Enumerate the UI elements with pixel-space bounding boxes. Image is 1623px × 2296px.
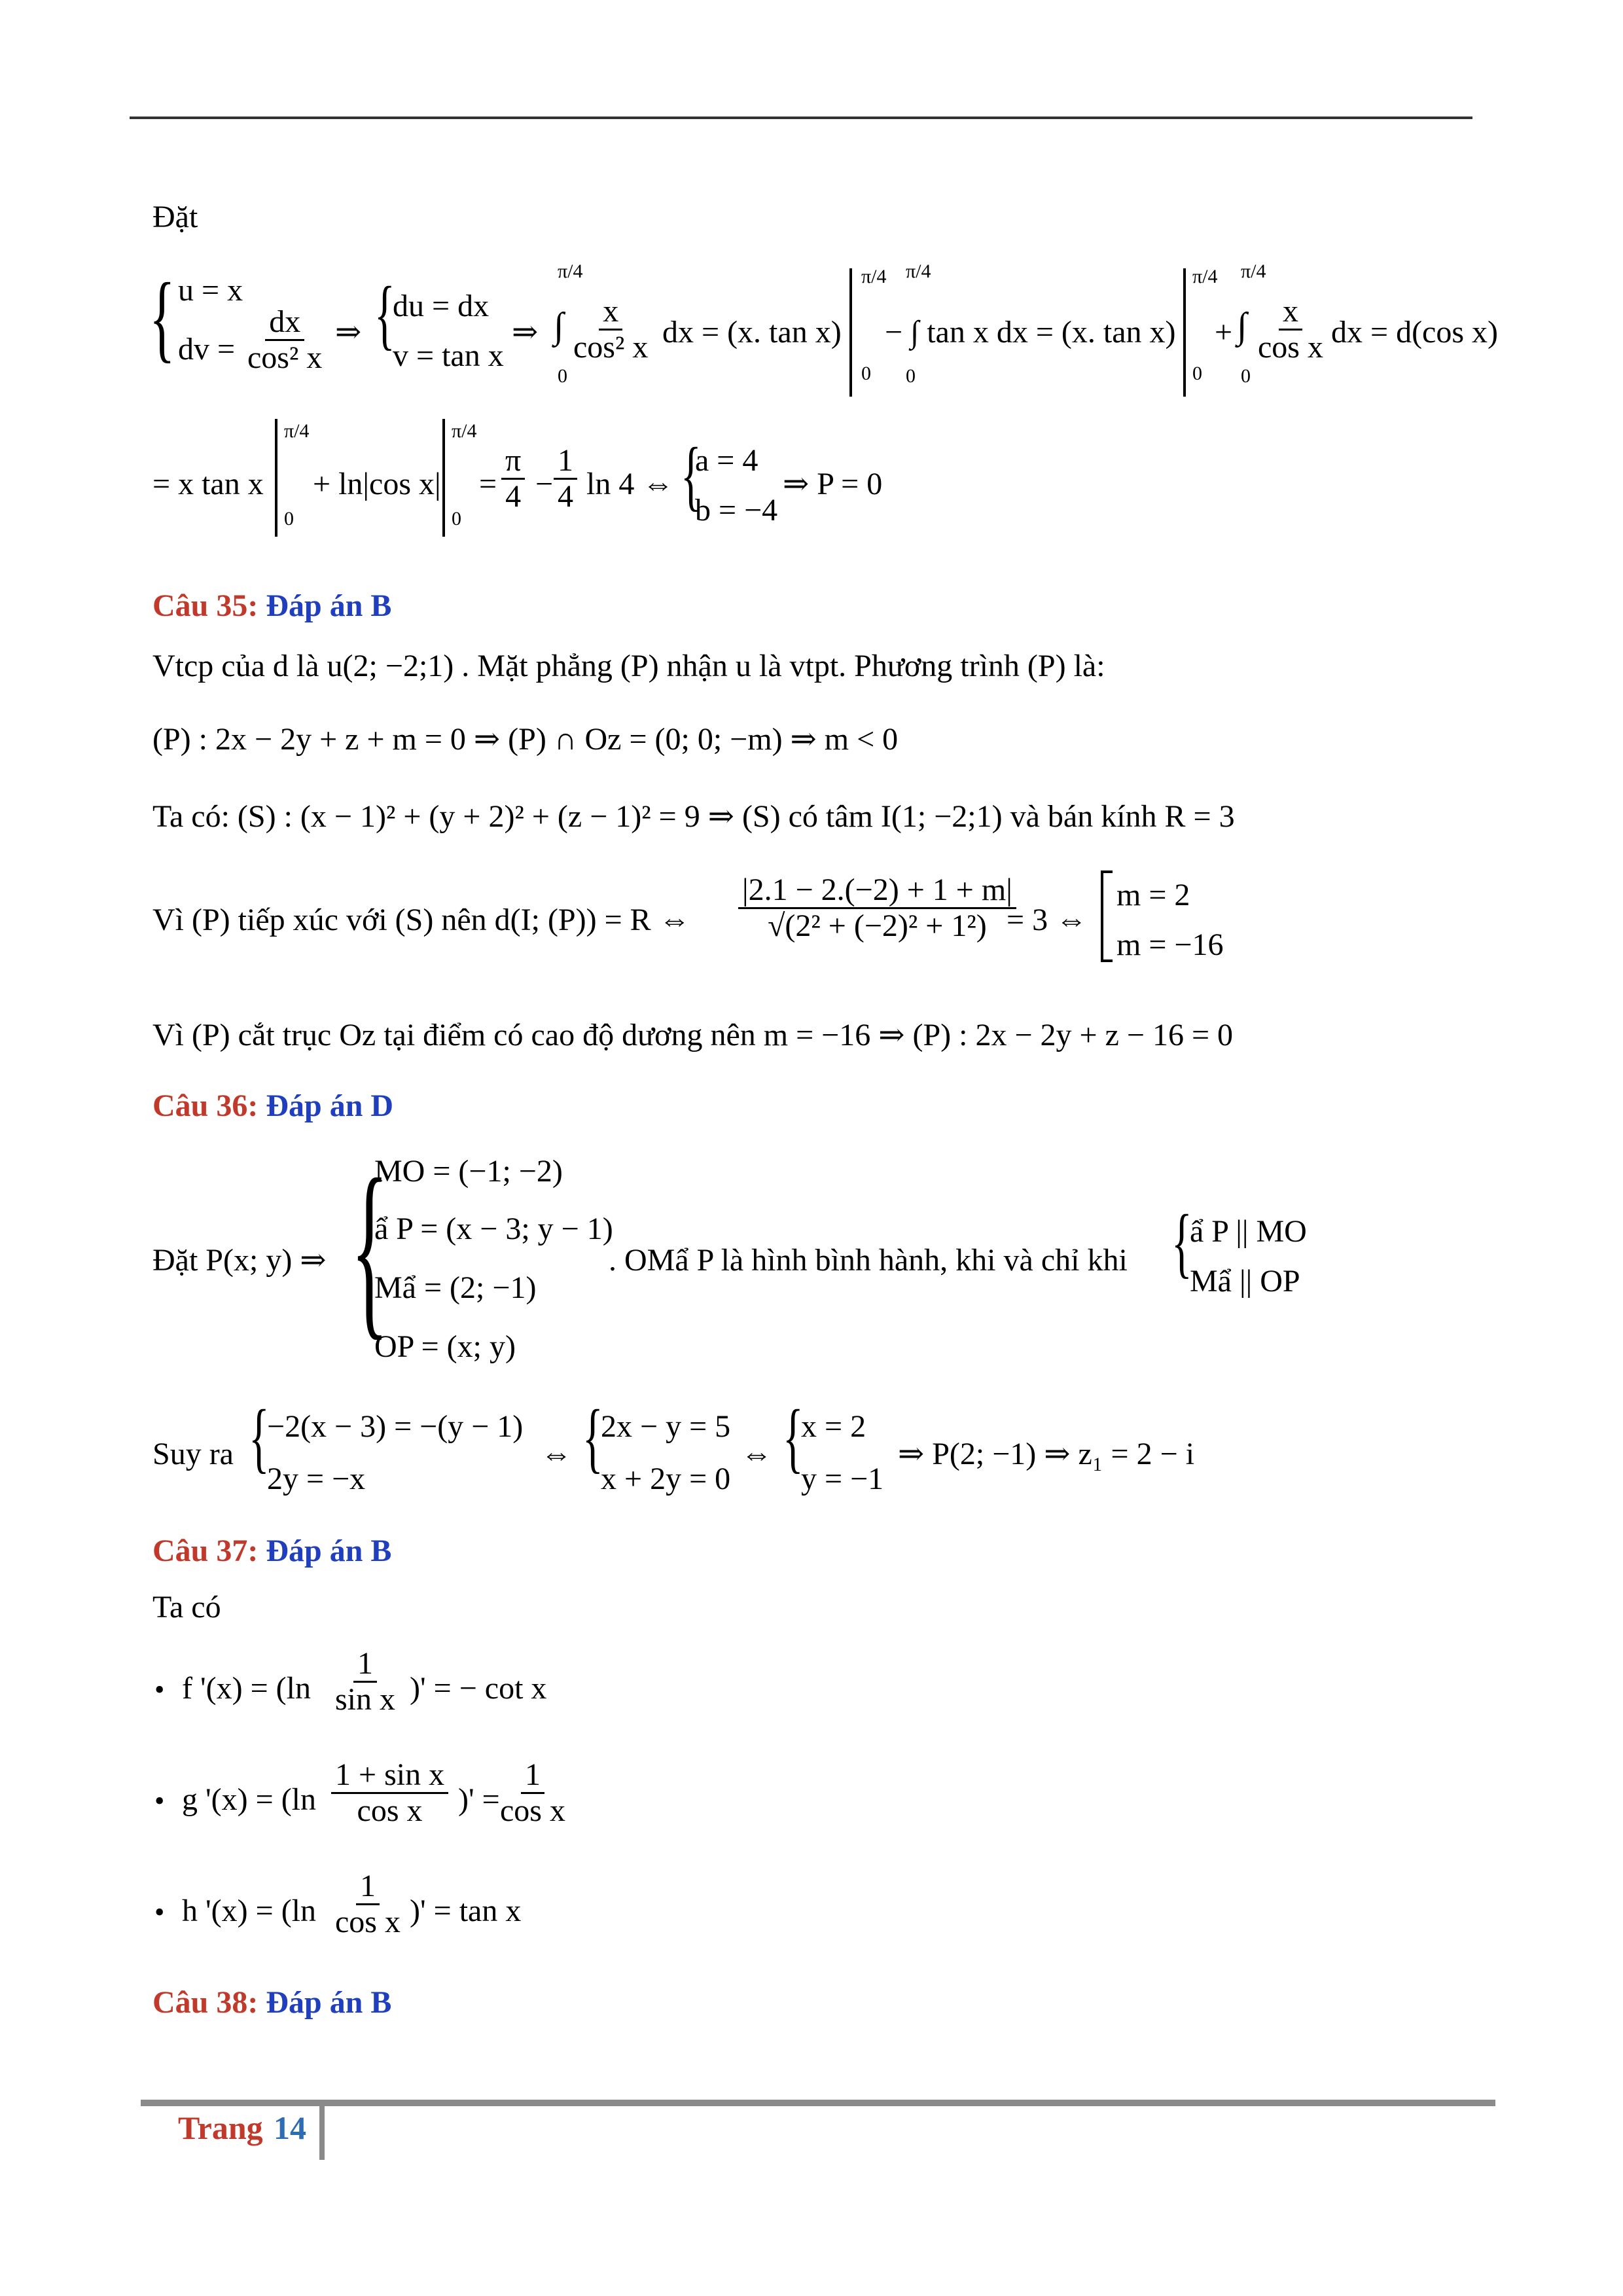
eval2-upper: π/4 <box>1192 266 1218 287</box>
q35-line4b: = 3 ⇔ <box>1007 903 1088 937</box>
int-frac <box>569 296 652 363</box>
footer-label: Trang <box>178 2109 263 2146</box>
q38-heading <box>152 1984 391 2020</box>
q35-heading <box>152 588 391 624</box>
q36-ans: Đáp án D <box>266 1088 394 1123</box>
q36-heading <box>152 1088 393 1124</box>
q37-ans: Đáp án B <box>266 1534 392 1568</box>
q35-line4a: Vì (P) tiếp xúc với (S) nên d(I; (P)) = R ⇔ <box>152 903 690 937</box>
q35-line1: Vtcp của d là u(2; −2;1) . Mặt phẳng (P) nhận u là vtpt. Phương trình (P) là: <box>152 649 1105 683</box>
a-val: a = 4 <box>695 443 758 478</box>
left-brace: { <box>681 431 702 518</box>
int-num: x <box>599 296 622 331</box>
q36-s3a: x = 2 <box>801 1409 866 1444</box>
bracket-top <box>1101 870 1113 873</box>
sys2-a: du = dx <box>393 289 490 323</box>
bracket-bottom <box>1101 960 1113 962</box>
q36-v4: OP = (x; y) <box>374 1329 516 1364</box>
bullet: • <box>154 1785 165 1817</box>
q35-ans: Đáp án B <box>266 588 392 623</box>
q36-v1: MO = (−1; −2) <box>374 1154 563 1189</box>
int-den: cos² x <box>573 330 649 365</box>
q36-v2: ẩ P = (x − 3; y − 1) <box>374 1211 613 1246</box>
eval-bar <box>275 419 277 537</box>
tail: dx = d(cos x) <box>1331 315 1499 350</box>
bracket-bar <box>1101 870 1103 962</box>
quarter-frac <box>554 445 577 512</box>
q37-g-lhs: g '(x) = (ln <box>182 1782 317 1817</box>
q36-s1b: 2y = −x <box>267 1462 366 1496</box>
sys1-b-den: cos² x <box>247 340 323 375</box>
left-brace: { <box>351 1139 389 1356</box>
q36-res: ⇒ P(2; −1) ⇒ z₁ = 2 − i <box>898 1437 1195 1471</box>
left-brace: { <box>582 1393 603 1480</box>
q37-f-lhs: f '(x) = (ln <box>182 1671 311 1706</box>
q37-f-num: 1 <box>353 1648 377 1683</box>
p-res: ⇒ P = 0 <box>783 467 883 501</box>
intro-dat: Đặt <box>152 200 198 234</box>
q36-s2a: 2x − y = 5 <box>601 1409 731 1444</box>
l2b-upper: π/4 <box>452 420 477 442</box>
q35-dist-frac <box>738 874 1016 942</box>
q37-f-den: sin x <box>335 1682 396 1717</box>
q37-num: Câu 37: <box>152 1534 259 1568</box>
b-val: b = −4 <box>695 493 778 528</box>
arrow-1: ⇒ <box>335 315 362 350</box>
q37-f-frac <box>331 1648 399 1715</box>
ln4: ln 4 ⇔ <box>586 467 674 501</box>
q36-s3b: y = −1 <box>801 1462 884 1496</box>
q35-line3: Ta có: (S) : (x − 1)² + (y + 2)² + (z − 1)² = 9 ⇒ (S) có tâm I(1; −2;1) và bán kính R = 3 <box>152 799 1235 834</box>
q36-dat: Đặt P(x; y) ⇒ <box>152 1243 327 1278</box>
q37-h-den: cos x <box>335 1905 401 1939</box>
left-brace: { <box>374 270 395 357</box>
left-brace: { <box>249 1393 270 1480</box>
q35-frac-den: √(2² + (−2)² + 1²) <box>768 908 987 943</box>
int-dx: dx = (x. tan x) <box>662 315 842 350</box>
arrow-2: ⇒ <box>512 315 539 350</box>
q35-line2: (P) : 2x − 2y + z + m = 0 ⇒ (P) ∩ Oz = (0; 0; −m) ⇒ m < 0 <box>152 722 899 757</box>
q38-ans: Đáp án B <box>266 1985 392 2020</box>
footer-divider <box>319 2100 325 2160</box>
q37-g-rden: cos x <box>500 1793 565 1828</box>
left-brace: { <box>783 1393 804 1480</box>
q35-num: Câu 35: <box>152 588 259 623</box>
eval-bar <box>442 419 445 537</box>
q36-s2b: x + 2y = 0 <box>601 1462 731 1496</box>
left-brace: { <box>1171 1198 1192 1285</box>
pi-frac <box>501 445 525 512</box>
q36-iff-1: ⇔ <box>541 1437 572 1471</box>
q37-g-rnum: 1 <box>521 1759 544 1794</box>
plus-frac <box>1254 296 1327 363</box>
bullet: • <box>154 1674 165 1706</box>
q36-iff-2: ⇔ <box>741 1437 772 1471</box>
header-rule <box>130 117 1472 119</box>
q35-frac-num: |2.1 − 2.(−2) + 1 + m| <box>738 874 1016 909</box>
pi-num: π <box>501 445 525 480</box>
q36-suy: Suy ra <box>152 1437 234 1471</box>
q37-g-den: cos x <box>357 1793 423 1828</box>
eval2-lower: 0 <box>1192 363 1202 384</box>
integral-sign: ∫ <box>554 306 564 346</box>
q37-g-num: 1 + sin x <box>331 1759 448 1794</box>
int-lower-limit: 0 <box>558 365 567 387</box>
l2-upper: π/4 <box>284 420 310 442</box>
q36-mid: . OMẩ P là hình bình hành, khi và chỉ khi <box>609 1243 1128 1278</box>
sys1-b-num: dx <box>265 306 304 341</box>
footer-rule <box>141 2100 1495 2106</box>
line2-c: = <box>479 467 497 501</box>
eval-bar <box>1183 268 1186 397</box>
one-den: 4 <box>558 479 573 514</box>
page-number: 14 <box>274 2109 306 2146</box>
eval-lower: 0 <box>861 363 871 384</box>
plus-frac-den: cos x <box>1258 330 1323 365</box>
q37-heading <box>152 1533 391 1569</box>
int2-lower: 0 <box>906 365 916 387</box>
q36-c2: Mẩ || OP <box>1190 1264 1300 1299</box>
one-num: 1 <box>554 445 577 480</box>
q36-num: Câu 36: <box>152 1088 259 1123</box>
q37-h-num: 1 <box>356 1871 380 1905</box>
left-brace: { <box>149 263 175 372</box>
q36-c1: ẩ P || MO <box>1190 1214 1307 1249</box>
bullet: • <box>154 1896 165 1928</box>
int-upper-limit: π/4 <box>558 260 583 282</box>
q35-line5: Vì (P) cắt trục Oz tại điểm có cao độ dương nên m = −16 ⇒ (P) : 2x − 2y + z − 16 = 0 <box>152 1018 1234 1052</box>
sys1-a: u = x <box>178 273 243 308</box>
minus: − <box>535 467 554 501</box>
int3-upper: π/4 <box>1241 260 1266 282</box>
plus-sign: + <box>1215 315 1233 350</box>
eval-upper: π/4 <box>861 266 887 287</box>
q37-taco: Ta có <box>152 1590 221 1624</box>
q37-h-lhs: h '(x) = (ln <box>182 1893 317 1928</box>
q37-h-rhs: )' = tan x <box>410 1893 522 1928</box>
q38-num: Câu 38: <box>152 1985 259 2020</box>
q36-s1a: −2(x − 3) = −(y − 1) <box>267 1409 524 1444</box>
l2b-lower: 0 <box>452 508 461 529</box>
sys2-b: v = tan x <box>393 338 504 373</box>
plus-frac-num: x <box>1279 296 1302 331</box>
line2-b: + ln|cos x| <box>313 467 441 501</box>
pi-den: 4 <box>505 479 522 514</box>
sys1-b-lhs: dv = <box>178 332 236 367</box>
minus-tan: − ∫ tan x dx = (x. tan x) <box>885 315 1176 350</box>
q37-h-frac <box>331 1871 404 1938</box>
integral-sign: ∫ <box>1237 306 1247 346</box>
line2-a: = x tan x <box>152 467 264 501</box>
int2-upper: π/4 <box>906 260 931 282</box>
q37-g-rfrac <box>496 1759 569 1827</box>
q35-m1: m = 2 <box>1116 878 1190 912</box>
q35-m2: m = −16 <box>1116 927 1224 962</box>
q36-v3: Mẩ = (2; −1) <box>374 1270 537 1305</box>
q37-f-rhs: )' = − cot x <box>410 1671 547 1706</box>
q37-g-frac <box>331 1759 448 1827</box>
q37-g-mid: )' = <box>458 1782 500 1817</box>
eval-bar <box>849 268 852 397</box>
sys1-b-frac <box>243 306 326 374</box>
int3-lower: 0 <box>1241 365 1251 387</box>
l2-lower: 0 <box>284 508 294 529</box>
